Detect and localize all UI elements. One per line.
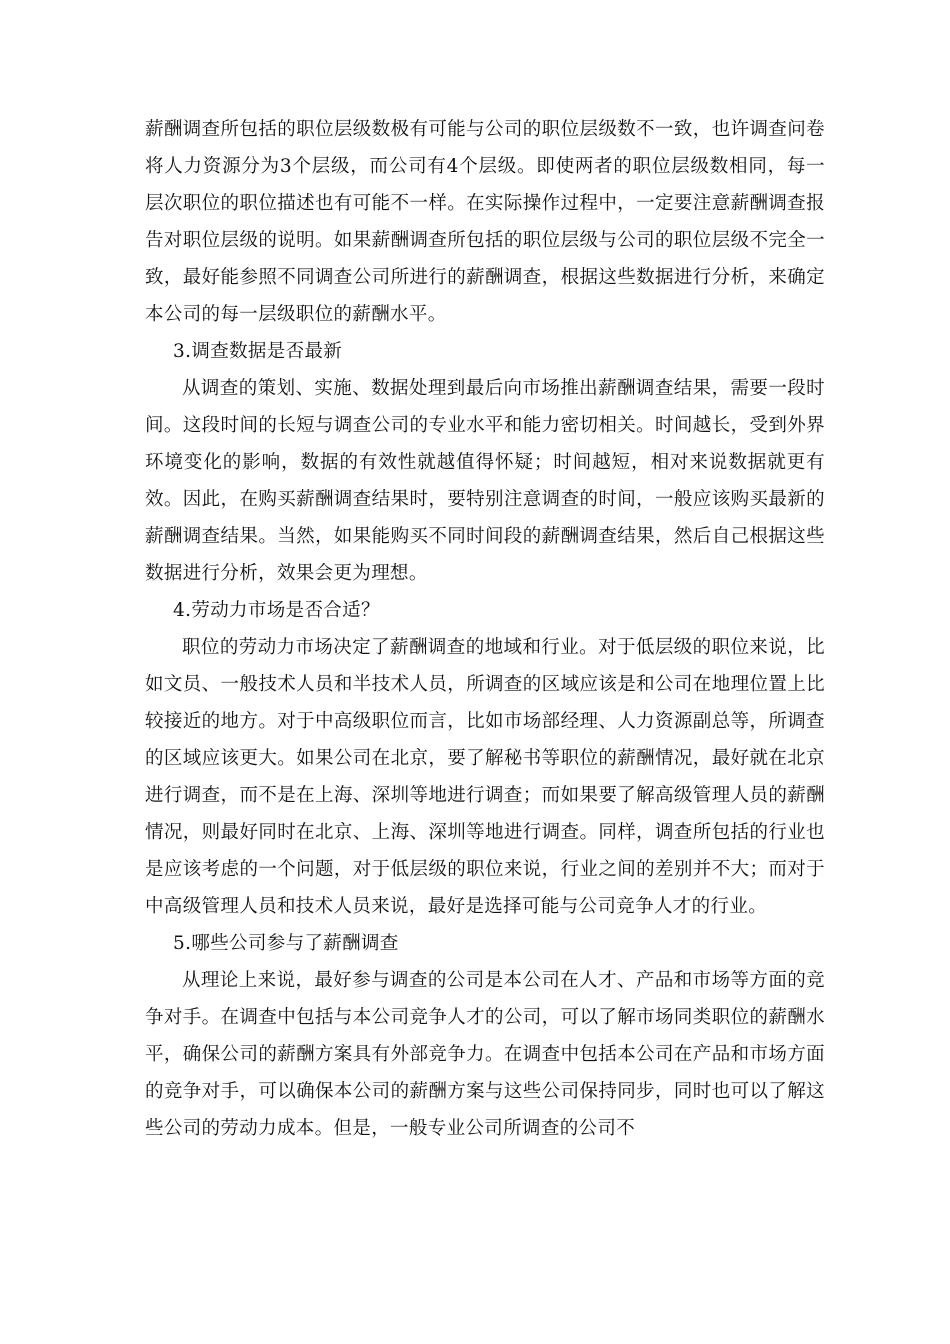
section-heading-3: 3.调查数据是否最新: [173, 341, 343, 362]
paragraph-data-timeliness: 从调查的策划、实施、数据处理到最后向市场推出薪酬调查结果，需要一段时间。这段时间的长短与调查公司的专业水平和能力密切相关。时间越长，受到外界环境变化的影响，数据的有效性就越值得怀疑；时间越短，相对来说数据就更有效。因此，在购买薪酬调查结果时，要特别注意调查的时间，一般应该购买最新的薪酬调查结果。当然，如果能购买不同时间段的薪酬调查结果，然后自己根据这些数据进行分析，效果会更为理想。: [145, 378, 825, 584]
paragraph-participating-companies: 从理论上来说，最好参与调查的公司是本公司在人才、产品和市场等方面的竞争对手。在调查中包括与本公司竞争人才的公司，可以了解市场同类职位的薪酬水平，确保公司的薪酬方案具有外部竞争力。在调查中包括本公司在产品和市场方面的竞争对手，可以确保本公司的薪酬方案与这些公司保持同步，同时也可以了解这些公司的劳动力成本。但是，一般专业公司所调查的公司不: [145, 970, 825, 1139]
section-heading-5: 5.哪些公司参与了薪酬调查: [173, 933, 399, 954]
paragraph-labor-market: 职位的劳动力市场决定了薪酬调查的地域和行业。对于低层级的职位来说，比如文员、一般技术人员和半技术人员，所调查的区域应该是和公司在地理位置上比较接近的地方。对于中高级职位而言，比如市场部经理、人力资源副总等，所调查的区域应该更大。如果公司在北京，要了解秘书等职位的薪酬情况，最好就在北京进行调查，而不是在上海、深圳等地进行调查；而如果要了解高级管理人员的薪酬情况，则最好同时在北京、上海、深圳等地进行调查。同样，调查所包括的行业也是应该考虑的一个问题，对于低层级的职位来说，行业之间的差别并不大；而对于中高级管理人员和技术人员来说，最好是选择可能与公司竞争人才的行业。: [145, 637, 825, 917]
paragraph-job-levels: 薪酬调查所包括的职位层级数极有可能与公司的职位层级数不一致，也许调查问卷将人力资源分为3个层级，而公司有4个层级。即使两者的职位层级数相同，每一层次职位的职位描述也有可能不一样。在实际操作过程中，一定要注意薪酬调查报告对职位层级的说明。如果薪酬调查所包括的职位层级与公司的职位层级不完全一致，最好能参照不同调查公司所进行的薪酬调查，根据这些数据进行分析，来确定本公司的每一层级职位的薪酬水平。: [145, 119, 825, 325]
section-heading-4: 4.劳动力市场是否合适？: [173, 600, 380, 621]
document-body: [145, 111, 825, 1147]
